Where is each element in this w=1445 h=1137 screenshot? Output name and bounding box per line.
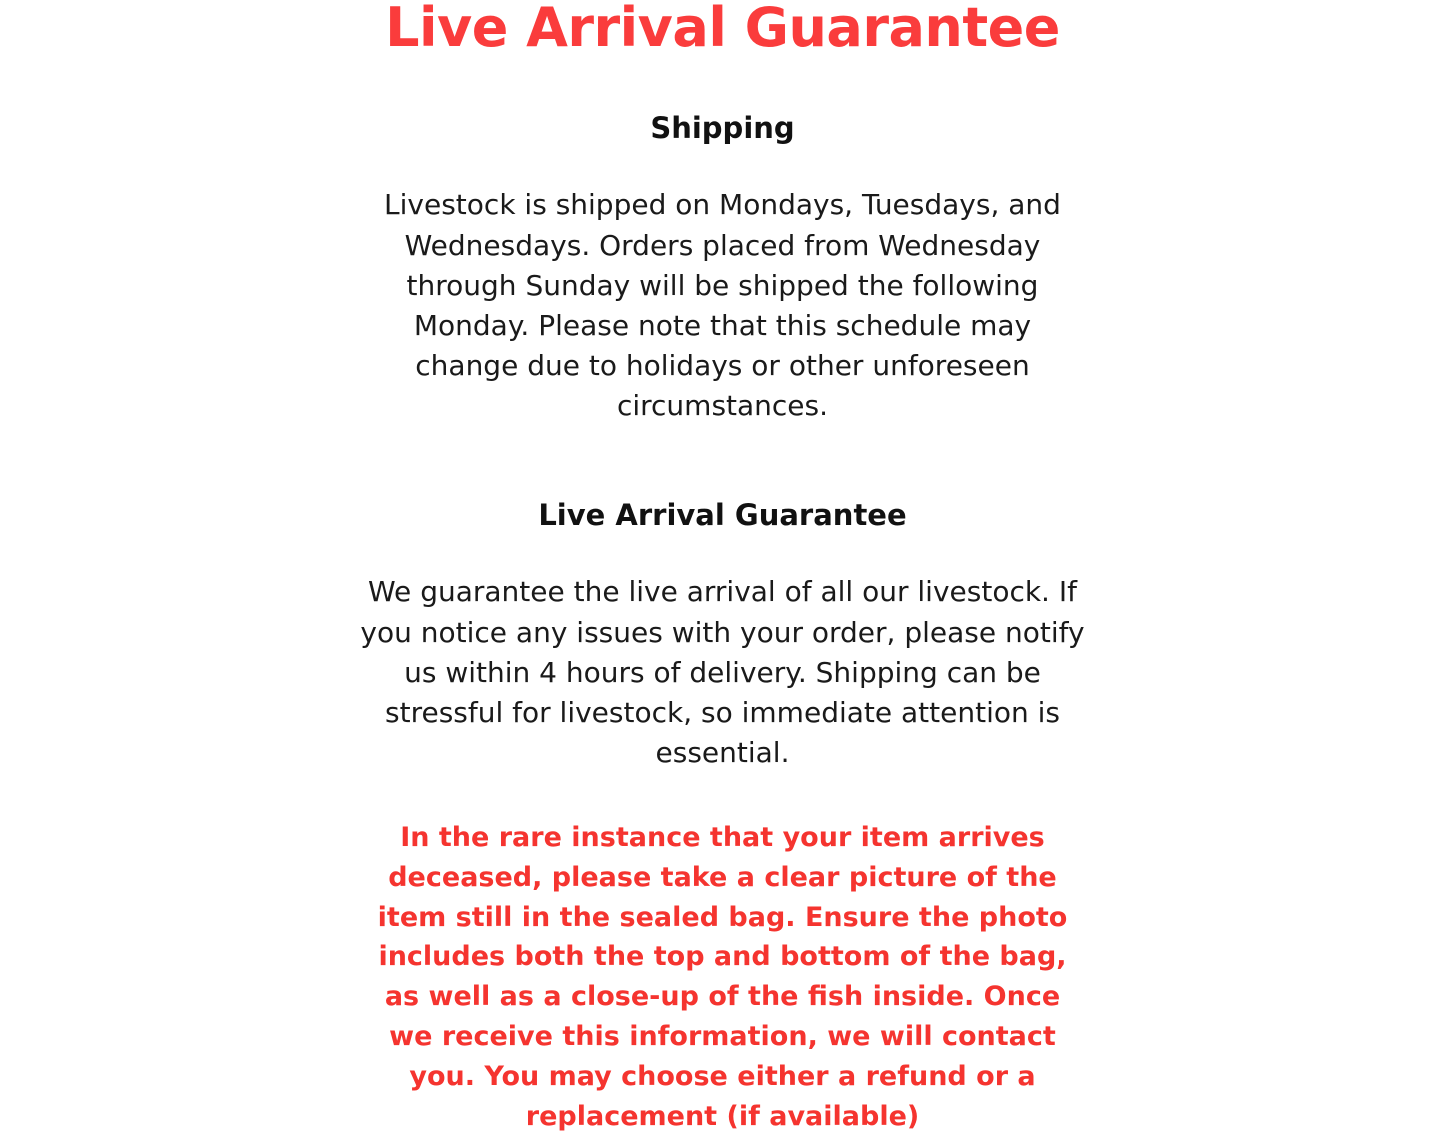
section-heading-live-arrival-guarantee: Live Arrival Guarantee xyxy=(538,497,907,532)
section-body-shipping: Livestock is shipped on Mondays, Tuesdays, and Wednesdays. Orders placed from Wednesday through Sunday will be shipped the following Monday. Please note that this schedule may change due to holidays or other unforeseen circumstances. xyxy=(384,188,1061,422)
section-body-live-arrival-guarantee: We guarantee the live arrival of all our livestock. If you notice any issues with your order, please notify us within 4 hours of delivery. Shipping can be stressful for livestock, so immediate attention is essential. xyxy=(360,575,1085,769)
page-title: Live Arrival Guarantee xyxy=(385,0,1060,59)
section-heading-shipping: Shipping xyxy=(650,110,795,145)
deceased-item-notice: In the rare instance that your item arrives deceased, please take a clear picture of the item still in the sealed bag. Ensure the photo includes both the top and bottom of the bag, as well as a close-up of the fish inside. Once we receive this information, we will contact you. You may choose either a refund or a replacement (if available) xyxy=(377,821,1068,1133)
